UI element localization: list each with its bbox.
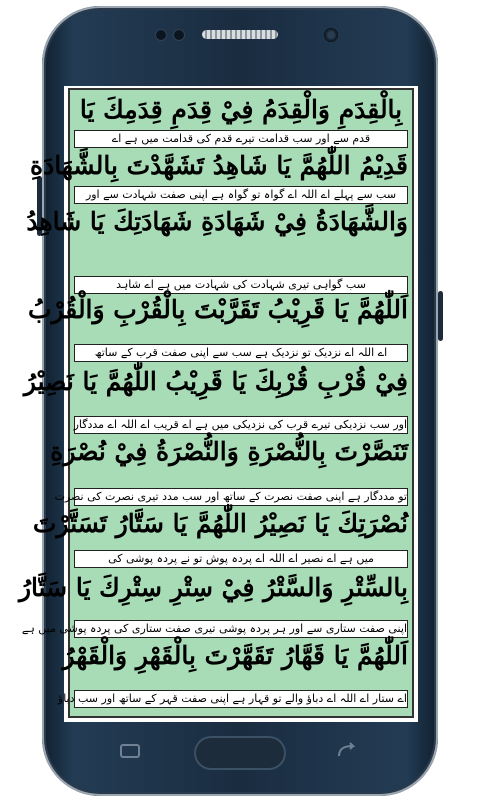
urdu-translation-line: سب سے پہلے اے اللہ اے گواہ تو گواہ ہے اپنی صفت شہادت سے اور [74, 186, 408, 204]
arabic-line: فِيْ قُرْبِ قُرْبِكَ يَا قَرِيْبُ اللّٰهُمَّ يَا نَصِيْرُ [23, 367, 408, 396]
urdu-translation-line: اے اللہ اے نزدیک تو نزدیک ہے سب سے اپنی صفت قرب کے ساتھ [74, 344, 408, 362]
arabic-line: تَنَصَّرْتَ بِالنُّصْرَةِ وَالنُّصْرَةُ فِيْ نُصْرَةِ [50, 437, 408, 466]
earpiece-speaker [202, 30, 278, 39]
urdu-translation-line: سب گواہی تیری شہادت کی شہادت میں ہے اے شاہد [74, 276, 408, 294]
power-button[interactable] [438, 291, 443, 341]
light-sensor-icon [174, 30, 184, 40]
screen [18, 86, 418, 722]
arabic-line: وَالشَّهَادَةُ فِيْ شَهَادَةِ شَهَادَتِكَ يَا شَاهِدُ [26, 207, 408, 236]
back-icon[interactable] [120, 744, 140, 758]
urdu-translation-line: قدم سے اور سب قدامت تیرے قدم کی قدامت میں ہے اے [74, 130, 408, 148]
proximity-sensor-icon [156, 30, 166, 40]
arabic-line: اَللّٰهُمَّ يَا قَهَّارُ تَقَهَّرْتَ بِالْقَهْرِ وَالْقَهْرُ [62, 641, 408, 670]
urdu-translation-line: اے ستار اے اللہ اے دباؤ والے تو قہار ہے اپنی صفت قہر کے ساتھ اور سب دباؤ [74, 690, 408, 708]
home-button[interactable] [194, 736, 286, 770]
front-camera-icon [324, 28, 338, 42]
arabic-line: اَللّٰهُمَّ يَا قَرِيْبُ تَقَرَّبْتَ بِالْقُرْبِ وَالْقُرْبُ [27, 295, 408, 324]
urdu-translation-line: اپنی صفت ستاری سے اور ہر پردہ پوشی تیری صفت ستاری کی پردہ پوشی میں ہے [74, 620, 408, 638]
urdu-translation-line: میں ہے اے نصیر اے اللہ اے پردہ پوش تو نے پردہ پوشی کی [74, 550, 408, 568]
prayer-page[interactable] [18, 88, 414, 718]
arabic-line: قَدِيْمُ اللّٰهُمَّ يَا شَاهِدُ تَشَهَّدْتَ بِالشَّهَادَةِ [30, 151, 408, 180]
recent-apps-icon[interactable] [335, 742, 357, 760]
urdu-translation-line: تو مددگار ہے اپنی صفت نصرت کے ساتھ اور سب مدد تیری نصرت کی نصرت [74, 488, 408, 506]
arabic-line: نُصْرَتِكَ يَا نَصِيْرُ اللّٰهُمَّ يَا سَتَّارُ تَسَتَّرْتَ [32, 509, 408, 538]
arabic-line: بِالسِّتْرِ وَالسَّتْرُ فِيْ سِتْرِ سِتْرِكَ يَا سَتَّارُ [18, 573, 408, 602]
recent-apps-glyph [335, 742, 357, 760]
urdu-translation-line: اور سب نزدیکی تیرے قرب کی نزدیکی میں ہے اے قریب اے اللہ اے مددگار [74, 416, 408, 434]
arabic-line: بِالْقِدَمِ وَالْقِدَمُ فِيْ قِدَمِ قِدَمِكَ يَا [79, 95, 403, 124]
